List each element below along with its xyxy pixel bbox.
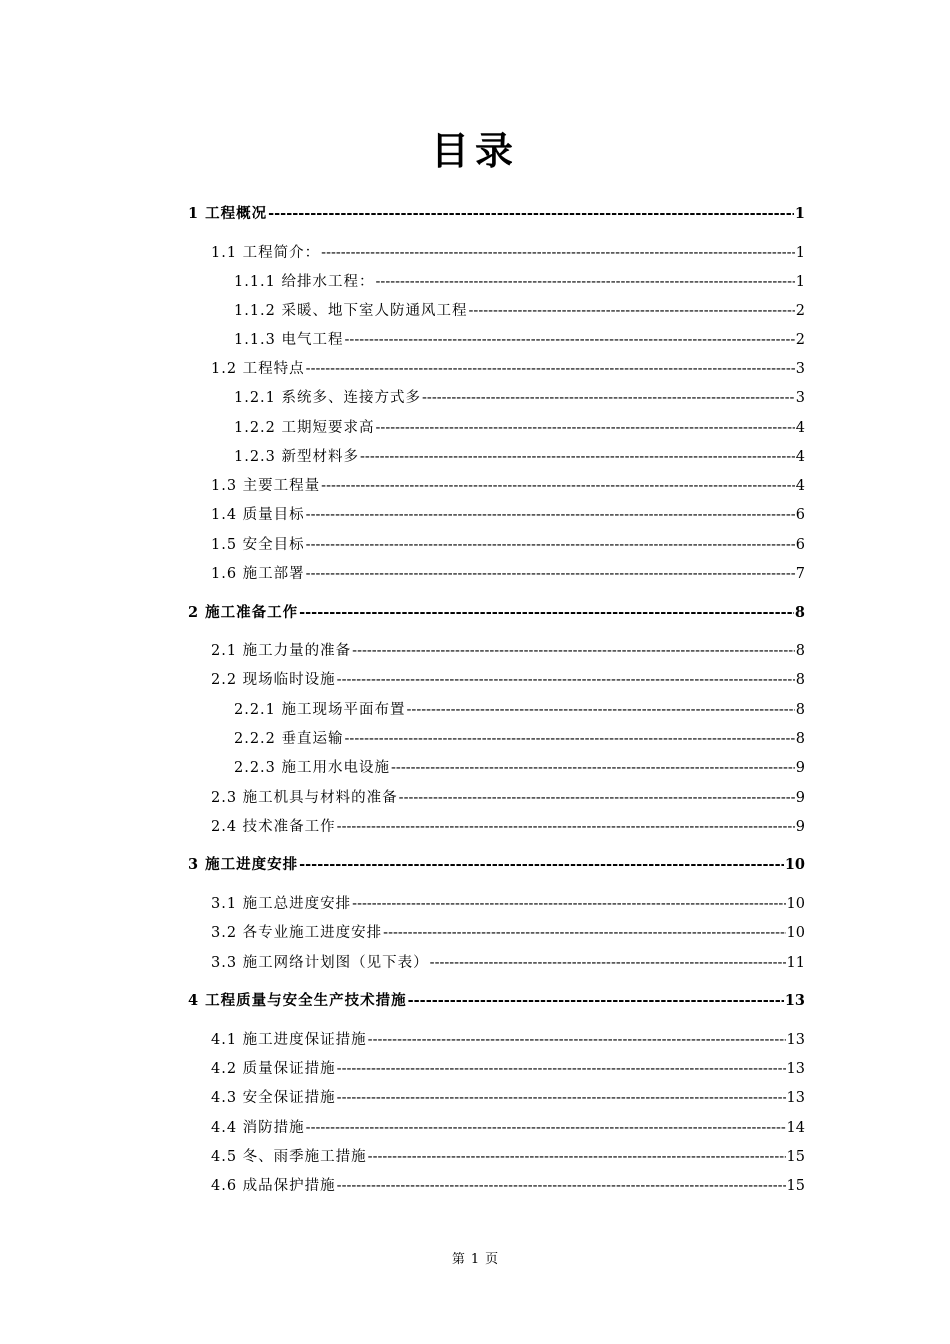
toc-entry-label: 1.2.2 工期短要求高 — [234, 420, 375, 436]
toc-entry-label: 1.2 工程特点 — [211, 361, 305, 377]
toc-entry-page: 8 — [795, 702, 805, 718]
toc-entry-page: 7 — [795, 566, 805, 582]
toc-entry-label: 2.2.3 施工用水电设施 — [234, 760, 391, 776]
toc-entry[interactable] — [211, 921, 805, 942]
toc-entry[interactable] — [234, 727, 805, 748]
toc-entry-page: 6 — [795, 537, 805, 553]
toc-entry-page: 2 — [795, 303, 805, 319]
toc-entry-page: 8 — [795, 672, 805, 688]
toc-entry-page: 13 — [786, 1090, 805, 1106]
toc-entry[interactable] — [211, 1116, 805, 1137]
toc-entry-label: 1.2.1 系统多、连接方式多 — [234, 390, 422, 406]
toc-entry[interactable] — [211, 1028, 805, 1049]
toc-entry-label: 1.1 工程简介： — [211, 245, 321, 261]
toc-entry-label: 4.3 安全保证措施 — [211, 1090, 336, 1106]
toc-entry-label: 2.2.1 施工现场平面布置 — [234, 702, 406, 718]
toc-entry-page: 2 — [795, 332, 805, 348]
toc-entry-label: 1.1.1 给排水工程： — [234, 274, 375, 290]
toc-leader — [299, 604, 794, 621]
toc-leader — [306, 1120, 786, 1136]
toc-entry[interactable] — [234, 270, 805, 291]
toc-entry-label: 1.6 施工部署 — [211, 566, 305, 582]
toc-entry-page: 3 — [795, 361, 805, 377]
toc-entry-page: 13 — [784, 992, 805, 1009]
toc-entry[interactable] — [234, 445, 805, 466]
toc-leader — [376, 274, 795, 290]
toc-entry-page: 15 — [786, 1178, 805, 1194]
toc-entry[interactable] — [211, 1145, 805, 1166]
toc-leader — [306, 361, 795, 377]
page-footer — [0, 1248, 950, 1267]
toc-leader — [337, 1178, 786, 1194]
toc-entry-label: 2.1 施工力量的准备 — [211, 643, 352, 659]
toc-entry-label: 3 施工进度安排 — [188, 856, 299, 873]
toc-leader — [345, 332, 795, 348]
toc-entry[interactable] — [211, 639, 805, 660]
toc-entry[interactable] — [211, 474, 805, 495]
toc-leader — [321, 245, 795, 261]
toc-leader — [306, 507, 795, 523]
toc-entry-page: 9 — [795, 760, 805, 776]
toc-entry-label: 1.3 主要工程量 — [211, 478, 321, 494]
toc-entry[interactable] — [211, 668, 805, 689]
toc-entry[interactable] — [234, 416, 805, 437]
toc-leader — [352, 643, 795, 659]
toc-leader — [306, 566, 795, 582]
toc-entry-page: 8 — [795, 643, 805, 659]
toc-entry-label: 4.4 消防措施 — [211, 1120, 305, 1136]
toc-leader — [337, 1061, 786, 1077]
toc-entry-page: 10 — [784, 856, 805, 873]
toc-entry[interactable] — [211, 503, 805, 524]
toc-entry-label: 1.4 质量目标 — [211, 507, 305, 523]
toc-leader — [368, 1149, 786, 1165]
toc-entry[interactable] — [211, 1057, 805, 1078]
toc-entry[interactable] — [211, 786, 805, 807]
footer-page-number: 1 — [470, 1252, 480, 1267]
toc-leader — [337, 1090, 786, 1106]
toc-entry[interactable] — [211, 533, 805, 554]
toc-entry[interactable] — [234, 299, 805, 320]
toc-entry[interactable] — [211, 357, 805, 378]
toc-entry[interactable] — [234, 386, 805, 407]
toc-entry-label: 1 工程概况 — [188, 205, 268, 222]
toc-entry[interactable] — [188, 989, 805, 1010]
toc-entry-label: 1.2.3 新型材料多 — [234, 449, 360, 465]
toc-entry-label: 2.2.2 垂直运输 — [234, 731, 344, 747]
toc-entry-label: 4.1 施工进度保证措施 — [211, 1032, 367, 1048]
toc-leader — [306, 537, 795, 553]
toc-entry-label: 1.5 安全目标 — [211, 537, 305, 553]
toc-entry-page: 4 — [795, 478, 805, 494]
toc-leader — [352, 896, 785, 912]
toc-leader — [407, 702, 795, 718]
toc-leader — [408, 992, 784, 1009]
toc-entry-page: 15 — [786, 1149, 805, 1165]
toc-leader — [345, 731, 795, 747]
toc-entry-page: 10 — [786, 925, 805, 941]
toc-leader — [383, 925, 785, 941]
toc-entry-page: 9 — [795, 790, 805, 806]
toc-entry-label: 1.1.2 采暖、地下室人防通风工程 — [234, 303, 468, 319]
toc-entry-label: 3.1 施工总进度安排 — [211, 896, 352, 912]
toc-entry-page: 8 — [795, 731, 805, 747]
toc-entry[interactable] — [211, 562, 805, 583]
toc-entry-label: 3.3 施工网络计划图（见下表） — [211, 955, 429, 971]
toc-entry[interactable] — [234, 328, 805, 349]
toc-entry[interactable] — [234, 756, 805, 777]
footer-prefix: 第 — [451, 1252, 465, 1267]
toc-entry-label: 2 施工准备工作 — [188, 604, 299, 621]
toc-leader — [337, 672, 795, 688]
toc-entry-label: 2.3 施工机具与材料的准备 — [211, 790, 398, 806]
toc-entry[interactable] — [211, 951, 805, 972]
toc-entry-page: 3 — [795, 390, 805, 406]
toc-leader — [268, 205, 794, 222]
toc-leader — [391, 760, 795, 776]
toc-entry[interactable] — [188, 601, 805, 622]
toc-leader — [299, 856, 784, 873]
toc-entry-page: 6 — [795, 507, 805, 523]
toc-entry-page: 1 — [794, 205, 805, 222]
toc-leader — [422, 390, 795, 406]
toc-leader — [337, 819, 795, 835]
toc-entry-page: 10 — [786, 896, 805, 912]
toc-entry-page: 8 — [794, 604, 805, 621]
toc-leader — [399, 790, 795, 806]
toc-entry-page: 13 — [786, 1061, 805, 1077]
toc-entry-page: 13 — [786, 1032, 805, 1048]
toc-entry-label: 2.2 现场临时设施 — [211, 672, 336, 688]
toc-entry-label: 4.6 成品保护措施 — [211, 1178, 336, 1194]
toc-entry[interactable] — [211, 892, 805, 913]
toc-leader — [321, 478, 795, 494]
toc-entry-label: 4.5 冬、雨季施工措施 — [211, 1149, 367, 1165]
toc-entry-label: 3.2 各专业施工进度安排 — [211, 925, 383, 941]
toc-leader — [360, 449, 795, 465]
toc-entry-page: 4 — [795, 449, 805, 465]
toc-entry-page: 1 — [795, 245, 805, 261]
toc-entry-label: 4.2 质量保证措施 — [211, 1061, 336, 1077]
toc-entry-page: 1 — [795, 274, 805, 290]
toc-entry[interactable] — [234, 698, 805, 719]
toc-entry-page: 4 — [795, 420, 805, 436]
toc-leader — [469, 303, 795, 319]
document-title: 目录 — [430, 129, 519, 173]
toc-leader — [430, 955, 786, 971]
toc-entry[interactable] — [211, 1086, 805, 1107]
footer-suffix: 页 — [485, 1252, 499, 1267]
toc-leader — [376, 420, 795, 436]
toc-entry[interactable] — [188, 853, 805, 874]
toc-entry-page: 9 — [795, 819, 805, 835]
toc-entry-label: 1.1.3 电气工程 — [234, 332, 344, 348]
toc-entry[interactable] — [188, 202, 805, 223]
toc-entry-page: 14 — [786, 1120, 805, 1136]
toc-leader — [368, 1032, 786, 1048]
toc-entry-label: 2.4 技术准备工作 — [211, 819, 336, 835]
toc-entry[interactable] — [211, 1174, 805, 1195]
toc-entry-page: 11 — [786, 955, 805, 971]
toc-entry-label: 4 工程质量与安全生产技术措施 — [188, 992, 407, 1009]
toc-entry[interactable] — [211, 815, 805, 836]
toc-entry[interactable] — [211, 241, 805, 262]
